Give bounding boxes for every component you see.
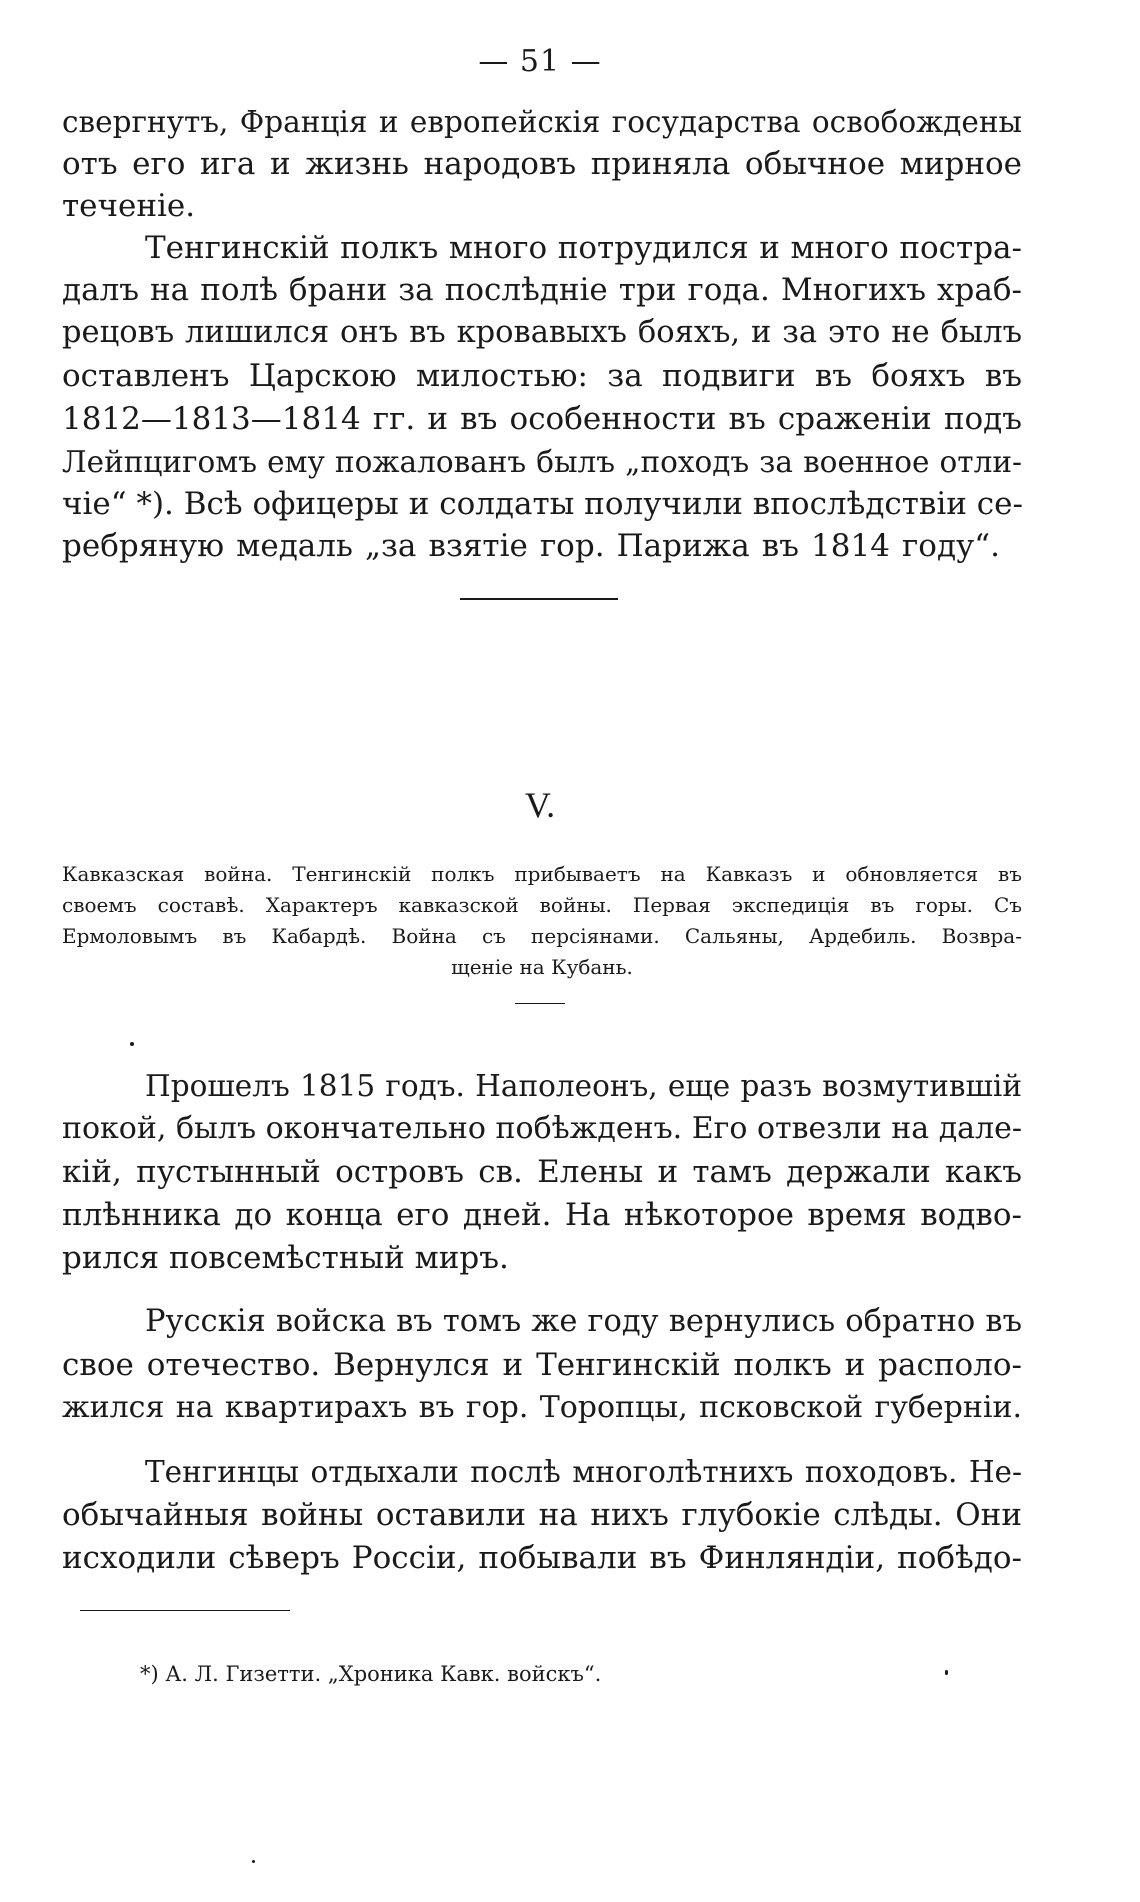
text-line: ребряную медаль „за взятiе гор. Парижа въ 1814 году“. <box>62 528 1000 564</box>
text-line: Лейпцигомъ ему пожалованъ былъ „походъ за военное отли- <box>62 445 1022 479</box>
footnote: *) А. Л. Гизетти. „Хроника Кавк. войскъ“. <box>140 1662 602 1686</box>
print-speck <box>130 1042 134 1046</box>
section-divider <box>460 598 618 600</box>
text-line: 1812—1813—1814 гг. и въ особенности въ сраженiи подъ <box>62 401 1022 437</box>
text-line: свое отечество. Вернулся и Тенгинскiй полкъ и располо- <box>62 1347 1022 1383</box>
text-line: Тенгинцы отдыхали послѣ многолѣтнихъ походовъ. Не- <box>145 1455 1022 1489</box>
summary-line: своемъ составѣ. Характеръ кавказской войны. Первая экспедицiя въ горы. Съ <box>62 893 1022 917</box>
text-line: обычайныя войны оставили на нихъ глубокiе слѣды. Они <box>62 1497 1022 1533</box>
text-line: свергнутъ, Францiя и европейскiя государства освобождены <box>62 105 1022 139</box>
summary-line: Кавказская война. Тенгинскiй полкъ прибываетъ на Кавказъ и обновляется въ <box>62 862 1022 886</box>
ornament-divider <box>515 1003 565 1004</box>
text-line: рился повсемѣстный миръ. <box>62 1240 509 1276</box>
footnote-rule <box>80 1610 290 1611</box>
chapter-number: V. <box>524 785 556 825</box>
text-line: кiй, пустынный островъ св. Елены и тамъ держали какъ <box>62 1154 1022 1190</box>
text-line: исходили сѣверъ Россiи, побывали въ Финляндiи, побѣдо- <box>62 1540 1022 1576</box>
print-speck <box>945 1670 948 1675</box>
text-line: плѣнника до конца его дней. На нѣкоторое время водво- <box>62 1197 1022 1233</box>
text-line: теченiе. <box>62 188 196 224</box>
text-line: покой, былъ окончательно побѣжденъ. Его отвезли на дале- <box>62 1111 1022 1146</box>
text-line: рецовъ лишился онъ въ кровавыхъ бояхъ, и за это не былъ <box>62 315 1022 350</box>
text-line: отъ его ига и жизнь народовъ приняла обычное мирное <box>62 146 1022 182</box>
text-line: Прошелъ 1815 годъ. Наполеонъ, еще разъ возмутившiй <box>145 1069 1022 1103</box>
print-speck <box>252 1860 255 1863</box>
text-line: далъ на полѣ брани за послѣднiе три года. Многихъ храб- <box>62 272 1022 308</box>
text-line: жился на квартирахъ въ гор. Торопцы, псковской губернiи. <box>62 1390 1022 1425</box>
text-line: чiе“ *). Всѣ офицеры и солдаты получили впослѣдствiи се- <box>62 486 1023 522</box>
text-line: оставленъ Царскою милостью: за подвиги въ бояхъ въ <box>62 358 1022 394</box>
text-line: Тенгинскiй полкъ много потрудился и много постра- <box>145 230 1022 266</box>
summary-line: Ермоловымъ въ Кабардѣ. Война съ персiянами. Сальяны, Ардебиль. Возвра- <box>62 924 1022 948</box>
page-number: — 51 — <box>478 44 602 79</box>
summary-line: щенiе на Кубань. <box>451 955 633 979</box>
text-line: Русскiя войска въ томъ же году вернулись обратно въ <box>145 1304 1022 1339</box>
